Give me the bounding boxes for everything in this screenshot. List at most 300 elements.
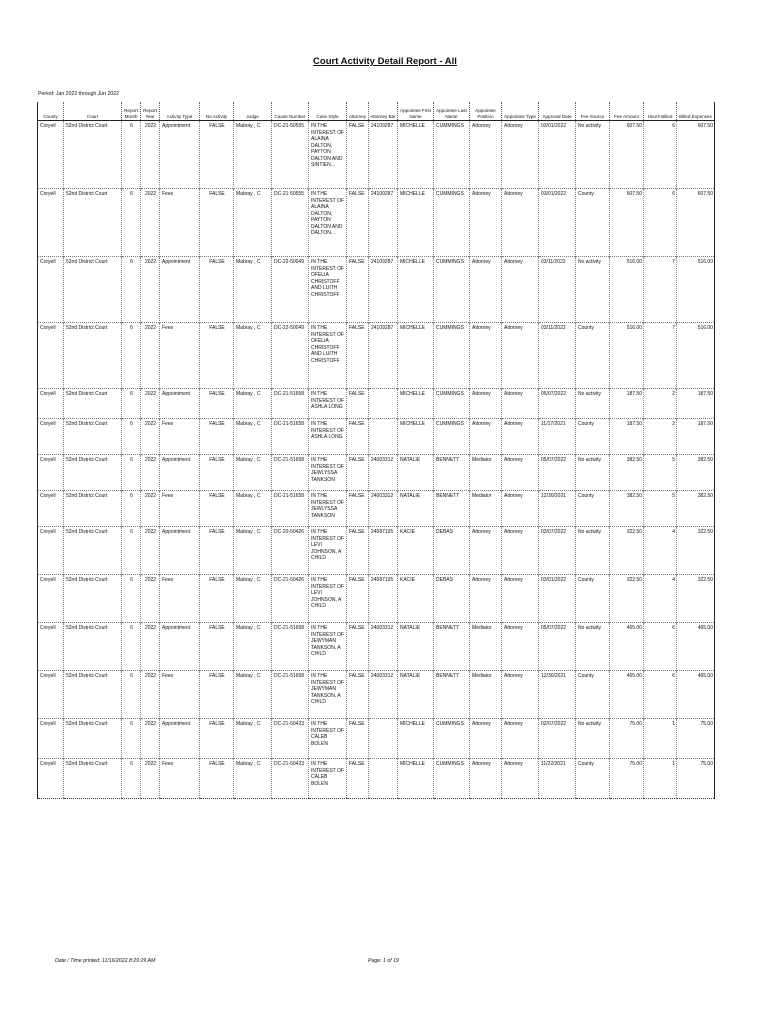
cell-appointee-last-name: BENNETT xyxy=(434,623,470,671)
cell-hours-billed: 2 xyxy=(644,419,677,455)
cell-fee-amount: 75.00 xyxy=(610,759,644,799)
cell-hours-billed: 6 xyxy=(644,671,677,719)
cell-attorney-bar: 24109287 xyxy=(369,323,398,389)
cell-case-style: IN THE INTEREST OF OFELIA CHRISTOFF AND LUITH CHRISTOFF xyxy=(309,257,347,323)
cell-attorney-bar: 24087195 xyxy=(369,527,398,575)
cell-report-year: 2022 xyxy=(141,759,160,799)
cell-billed-expenses: 516.00 xyxy=(677,257,715,323)
cell-appointee-last-name: CUMMINGS xyxy=(434,389,470,419)
cell-billed-expenses: 516.00 xyxy=(677,323,715,389)
cell-approval-date: 03/11/2022 xyxy=(539,257,576,323)
report-period: Period: Jan 2022 through Jun 2022 xyxy=(38,91,120,97)
cell-appointee-last-name: CUMMINGS xyxy=(434,419,470,455)
cell-no-activity: FALSE xyxy=(200,575,234,623)
cell-attorney-bar: 24087195 xyxy=(369,575,398,623)
table-row xyxy=(38,759,715,799)
cell-court: 52nd District Court xyxy=(64,323,122,389)
cell-fee-source: County xyxy=(576,491,610,527)
cell-attorney: FALSE xyxy=(347,671,369,719)
table-row xyxy=(38,719,715,759)
cell-no-activity: FALSE xyxy=(200,189,234,257)
cell-report-year: 2022 xyxy=(141,389,160,419)
cell-report-month: 6 xyxy=(122,189,141,257)
cell-appointee-type: Attorney xyxy=(502,455,539,491)
cell-appointee-position: Attorney xyxy=(470,389,502,419)
cell-case-style: IN THE INTEREST OF JEWYMAN TANKSON, A CHILD xyxy=(309,671,347,719)
cell-activity-type: Appointment xyxy=(160,389,200,419)
col-header-activity-type: Activity Type xyxy=(160,102,200,121)
cell-report-month: 6 xyxy=(122,121,141,189)
col-header-appointee-type: Appointee Type xyxy=(502,102,539,121)
cell-county: Coryell xyxy=(38,257,64,323)
cell-attorney-bar: 24003312 xyxy=(369,455,398,491)
cell-judge: Mabray , C xyxy=(234,121,272,189)
cell-appointee-first-name: NATALIE xyxy=(398,455,434,491)
cell-report-month: 6 xyxy=(122,455,141,491)
cell-judge: Mabray , C xyxy=(234,257,272,323)
cell-judge: Mabray , C xyxy=(234,719,272,759)
cell-county: Coryell xyxy=(38,575,64,623)
col-header-hours-billed: Hours Billed xyxy=(644,102,677,121)
cell-appointee-first-name: MICHELLE xyxy=(398,389,434,419)
cell-appointee-position: Attorney xyxy=(470,527,502,575)
cell-case-style: IN THE INTEREST OF JEWYMAN TANKSON, A CHILD xyxy=(309,623,347,671)
cell-attorney-bar: 24109287 xyxy=(369,257,398,323)
cell-county: Coryell xyxy=(38,759,64,799)
cell-report-month: 6 xyxy=(122,389,141,419)
cell-fee-amount: 516.00 xyxy=(610,257,644,323)
cell-report-month: 6 xyxy=(122,575,141,623)
cell-attorney-bar: 24003312 xyxy=(369,671,398,719)
cell-fee-source: No activity xyxy=(576,623,610,671)
cell-appointee-position: Attorney xyxy=(470,759,502,799)
cell-report-month: 6 xyxy=(122,419,141,455)
cell-judge: Mabray , C xyxy=(234,189,272,257)
cell-billed-expenses: 382.50 xyxy=(677,455,715,491)
cell-fee-source: County xyxy=(576,419,610,455)
cell-activity-type: Appointment xyxy=(160,623,200,671)
cell-appointee-first-name: NATALIE xyxy=(398,623,434,671)
table-row xyxy=(38,623,715,671)
cell-attorney: FALSE xyxy=(347,527,369,575)
cell-appointee-first-name: NATALIE xyxy=(398,491,434,527)
cell-appointee-type: Attorney xyxy=(502,575,539,623)
cell-fee-amount: 382.50 xyxy=(610,455,644,491)
cell-report-year: 2022 xyxy=(141,719,160,759)
cell-cause-number: DC-21-51658 xyxy=(272,623,309,671)
cell-approval-date: 12/30/2021 xyxy=(539,491,576,527)
cell-attorney: FALSE xyxy=(347,121,369,189)
cell-cause-number: DC-21-51658 xyxy=(272,455,309,491)
cell-fee-amount: 465.00 xyxy=(610,623,644,671)
col-header-appointee-last-name: Appointee Last Name xyxy=(434,102,470,121)
cell-court: 52nd District Court xyxy=(64,527,122,575)
cell-court: 52nd District Court xyxy=(64,575,122,623)
col-header-attorney: Attorney xyxy=(347,102,369,121)
cell-judge: Mabray , C xyxy=(234,323,272,389)
cell-approval-date: 05/07/2022 xyxy=(539,455,576,491)
cell-hours-billed: 5 xyxy=(644,455,677,491)
col-header-cause-number: Cause Number xyxy=(272,102,309,121)
col-header-appointee-position: Appointee Position xyxy=(470,102,502,121)
col-header-judge: Judge xyxy=(234,102,272,121)
cell-fee-source: No activity xyxy=(576,257,610,323)
cell-attorney-bar xyxy=(369,759,398,799)
cell-appointee-last-name: BENNETT xyxy=(434,491,470,527)
cell-case-style: IN THE INTEREST OF ASHLA LONG xyxy=(309,389,347,419)
cell-no-activity: FALSE xyxy=(200,257,234,323)
cell-appointee-type: Attorney xyxy=(502,671,539,719)
cell-court: 52nd District Court xyxy=(64,257,122,323)
cell-appointee-position: Attorney xyxy=(470,189,502,257)
cell-report-year: 2022 xyxy=(141,455,160,491)
cell-report-month: 6 xyxy=(122,257,141,323)
cell-billed-expenses: 75.00 xyxy=(677,719,715,759)
cell-court: 52nd District Court xyxy=(64,671,122,719)
cell-judge: Mabray , C xyxy=(234,419,272,455)
cell-appointee-position: Mediator xyxy=(470,491,502,527)
cell-appointee-position: Mediator xyxy=(470,671,502,719)
cell-appointee-position: Attorney xyxy=(470,323,502,389)
cell-appointee-last-name: DEBAS xyxy=(434,575,470,623)
cell-fee-amount: 187.50 xyxy=(610,389,644,419)
cell-court: 52nd District Court xyxy=(64,455,122,491)
cell-report-month: 6 xyxy=(122,491,141,527)
cell-no-activity: FALSE xyxy=(200,455,234,491)
cell-fee-source: No activity xyxy=(576,719,610,759)
cell-county: Coryell xyxy=(38,419,64,455)
table-row xyxy=(38,323,715,389)
cell-appointee-first-name: KACIE xyxy=(398,575,434,623)
cell-no-activity: FALSE xyxy=(200,623,234,671)
cell-activity-type: Appointment xyxy=(160,257,200,323)
cell-billed-expenses: 465.00 xyxy=(677,623,715,671)
cell-report-year: 2022 xyxy=(141,189,160,257)
cell-case-style: IN THE INTEREST OF CALEB BOLEN xyxy=(309,719,347,759)
cell-county: Coryell xyxy=(38,527,64,575)
cell-activity-type: Appointment xyxy=(160,527,200,575)
cell-hours-billed: 6 xyxy=(644,623,677,671)
cell-court: 52nd District Court xyxy=(64,759,122,799)
cell-activity-type: Appointment xyxy=(160,455,200,491)
cell-case-style: IN THE INTEREST OF ALAINA DALTON, PAYTON DALTON AND SINTIEN... xyxy=(309,121,347,189)
cell-report-year: 2022 xyxy=(141,575,160,623)
cell-court: 52nd District Court xyxy=(64,389,122,419)
cell-approval-date: 11/22/2021 xyxy=(539,759,576,799)
cell-court: 52nd District Court xyxy=(64,189,122,257)
cell-activity-type: Fees xyxy=(160,671,200,719)
cell-approval-date: 03/07/2022 xyxy=(539,527,576,575)
cell-attorney-bar xyxy=(369,389,398,419)
cell-report-year: 2022 xyxy=(141,419,160,455)
cell-case-style: IN THE INTEREST OF CALEB BOLEN xyxy=(309,759,347,799)
cell-judge: Mabray , C xyxy=(234,575,272,623)
cell-hours-billed: 4 xyxy=(644,575,677,623)
cell-activity-type: Fees xyxy=(160,189,200,257)
cell-fee-amount: 607.50 xyxy=(610,121,644,189)
cell-activity-type: Appointment xyxy=(160,121,200,189)
col-header-approval-date: Approval Date xyxy=(539,102,576,121)
cell-fee-source: County xyxy=(576,575,610,623)
col-header-fee-amount: Fee Amount xyxy=(610,102,644,121)
cell-appointee-last-name: CUMMINGS xyxy=(434,189,470,257)
cell-appointee-last-name: CUMMINGS xyxy=(434,323,470,389)
table-row xyxy=(38,671,715,719)
cell-case-style: IN THE INTEREST OF JEWLYSSA TANKSON xyxy=(309,491,347,527)
cell-judge: Mabray , C xyxy=(234,491,272,527)
cell-activity-type: Fees xyxy=(160,323,200,389)
cell-judge: Mabray , C xyxy=(234,671,272,719)
cell-report-year: 2022 xyxy=(141,527,160,575)
cell-fee-amount: 516.00 xyxy=(610,323,644,389)
cell-judge: Mabray , C xyxy=(234,527,272,575)
cell-court: 52nd District Court xyxy=(64,419,122,455)
cell-report-month: 6 xyxy=(122,323,141,389)
cell-county: Coryell xyxy=(38,623,64,671)
cell-judge: Mabray , C xyxy=(234,389,272,419)
cell-fee-amount: 382.50 xyxy=(610,491,644,527)
cell-appointee-type: Attorney xyxy=(502,189,539,257)
cell-billed-expenses: 75.00 xyxy=(677,759,715,799)
col-header-report-month: Report Month xyxy=(122,102,141,121)
cell-county: Coryell xyxy=(38,121,64,189)
cell-approval-date: 03/01/2022 xyxy=(539,121,576,189)
cell-no-activity: FALSE xyxy=(200,527,234,575)
cell-hours-billed: 7 xyxy=(644,323,677,389)
col-header-billed-expenses: Billed Expenses xyxy=(677,102,715,121)
cell-approval-date: 11/17/2021 xyxy=(539,419,576,455)
cell-appointee-first-name: MICHELLE xyxy=(398,189,434,257)
cell-approval-date: 05/07/2022 xyxy=(539,389,576,419)
table-body xyxy=(38,121,715,799)
cell-appointee-type: Attorney xyxy=(502,623,539,671)
table-row xyxy=(38,527,715,575)
cell-cause-number: DC-22-50049 xyxy=(272,323,309,389)
cell-case-style: IN THE INTEREST OF ASHLA LONG xyxy=(309,419,347,455)
cell-report-year: 2022 xyxy=(141,623,160,671)
cell-activity-type: Fees xyxy=(160,575,200,623)
cell-appointee-type: Attorney xyxy=(502,419,539,455)
cell-appointee-position: Attorney xyxy=(470,257,502,323)
cell-activity-type: Fees xyxy=(160,419,200,455)
cell-billed-expenses: 187.50 xyxy=(677,389,715,419)
cell-attorney-bar: 24109287 xyxy=(369,121,398,189)
cell-appointee-first-name: MICHELLE xyxy=(398,121,434,189)
cell-attorney-bar: 24003312 xyxy=(369,623,398,671)
cell-attorney-bar: 24109287 xyxy=(369,189,398,257)
cell-county: Coryell xyxy=(38,323,64,389)
cell-appointee-first-name: MICHELLE xyxy=(398,257,434,323)
cell-attorney: FALSE xyxy=(347,719,369,759)
cell-billed-expenses: 607.50 xyxy=(677,189,715,257)
cell-appointee-type: Attorney xyxy=(502,389,539,419)
cell-fee-source: No activity xyxy=(576,121,610,189)
cell-hours-billed: 5 xyxy=(644,491,677,527)
cell-billed-expenses: 607.50 xyxy=(677,121,715,189)
cell-cause-number: DC-20-50426 xyxy=(272,527,309,575)
col-header-attorney-bar: Attorney Bar xyxy=(369,102,398,121)
cell-fee-source: No activity xyxy=(576,389,610,419)
cell-cause-number: DC-21-50423 xyxy=(272,719,309,759)
cell-attorney: FALSE xyxy=(347,491,369,527)
cell-report-year: 2022 xyxy=(141,121,160,189)
col-header-report-year: Report Year xyxy=(141,102,160,121)
cell-report-month: 6 xyxy=(122,527,141,575)
cell-approval-date: 03/11/2022 xyxy=(539,323,576,389)
cell-approval-date: 05/07/2022 xyxy=(539,623,576,671)
cell-cause-number: DC-22-50049 xyxy=(272,257,309,323)
cell-no-activity: FALSE xyxy=(200,389,234,419)
cell-fee-source: No activity xyxy=(576,455,610,491)
cell-attorney: FALSE xyxy=(347,189,369,257)
cell-hours-billed: 2 xyxy=(644,389,677,419)
cell-hours-billed: 1 xyxy=(644,759,677,799)
cell-no-activity: FALSE xyxy=(200,671,234,719)
cell-no-activity: FALSE xyxy=(200,323,234,389)
table-row xyxy=(38,455,715,491)
cell-county: Coryell xyxy=(38,189,64,257)
cell-report-month: 6 xyxy=(122,671,141,719)
cell-appointee-first-name: MICHELLE xyxy=(398,719,434,759)
cell-appointee-first-name: KACIE xyxy=(398,527,434,575)
cell-fee-amount: 322.50 xyxy=(610,575,644,623)
col-header-county: County xyxy=(38,102,64,121)
cell-appointee-type: Attorney xyxy=(502,257,539,323)
cell-report-year: 2022 xyxy=(141,671,160,719)
cell-appointee-type: Attorney xyxy=(502,121,539,189)
cell-county: Coryell xyxy=(38,671,64,719)
cell-appointee-type: Attorney xyxy=(502,323,539,389)
col-header-fee-source: Fee Source xyxy=(576,102,610,121)
cell-attorney: FALSE xyxy=(347,759,369,799)
cell-court: 52nd District Court xyxy=(64,121,122,189)
cell-appointee-last-name: DEBAS xyxy=(434,527,470,575)
cell-approval-date: 03/01/2022 xyxy=(539,575,576,623)
cell-case-style: IN THE INTEREST OF LEVI JOHNSON, A CHILD xyxy=(309,527,347,575)
cell-hours-billed: 4 xyxy=(644,527,677,575)
cell-approval-date: 03/01/2022 xyxy=(539,189,576,257)
cell-appointee-first-name: MICHELLE xyxy=(398,323,434,389)
cell-appointee-last-name: BENNETT xyxy=(434,671,470,719)
cell-attorney: FALSE xyxy=(347,575,369,623)
cell-judge: Mabray , C xyxy=(234,623,272,671)
cell-approval-date: 12/30/2021 xyxy=(539,671,576,719)
cell-appointee-first-name: NATALIE xyxy=(398,671,434,719)
cell-no-activity: FALSE xyxy=(200,121,234,189)
cell-cause-number: DC-21-51658 xyxy=(272,491,309,527)
cell-fee-amount: 607.50 xyxy=(610,189,644,257)
col-header-appointee-first-name: Appointee First Name xyxy=(398,102,434,121)
cell-no-activity: FALSE xyxy=(200,491,234,527)
cell-fee-source: County xyxy=(576,671,610,719)
table-row xyxy=(38,389,715,419)
cell-fee-source: County xyxy=(576,759,610,799)
cell-attorney: FALSE xyxy=(347,455,369,491)
cell-appointee-type: Attorney xyxy=(502,527,539,575)
cell-attorney: FALSE xyxy=(347,323,369,389)
cell-cause-number: DC-21-51658 xyxy=(272,671,309,719)
cell-fee-source: County xyxy=(576,323,610,389)
cell-billed-expenses: 322.50 xyxy=(677,575,715,623)
cell-attorney: FALSE xyxy=(347,623,369,671)
cell-appointee-position: Attorney xyxy=(470,121,502,189)
table-row xyxy=(38,419,715,455)
cell-billed-expenses: 322.50 xyxy=(677,527,715,575)
cell-billed-expenses: 382.50 xyxy=(677,491,715,527)
report-title: Court Activity Detail Report - All xyxy=(313,56,457,67)
cell-cause-number: DC-21-51658 xyxy=(272,389,309,419)
cell-hours-billed: 1 xyxy=(644,719,677,759)
cell-report-month: 6 xyxy=(122,719,141,759)
cell-county: Coryell xyxy=(38,491,64,527)
cell-appointee-last-name: CUMMINGS xyxy=(434,121,470,189)
cell-judge: Mabray , C xyxy=(234,759,272,799)
cell-fee-amount: 187.50 xyxy=(610,419,644,455)
col-header-court: Court xyxy=(64,102,122,121)
cell-cause-number: DC-21-50423 xyxy=(272,759,309,799)
cell-case-style: IN THE INTEREST OF JEWLYSSA TANKSON xyxy=(309,455,347,491)
cell-county: Coryell xyxy=(38,455,64,491)
cell-appointee-type: Attorney xyxy=(502,491,539,527)
cell-attorney: FALSE xyxy=(347,389,369,419)
col-header-case-style: Case Style xyxy=(309,102,347,121)
cell-court: 52nd District Court xyxy=(64,623,122,671)
cell-report-month: 6 xyxy=(122,623,141,671)
cell-hours-billed: 7 xyxy=(644,257,677,323)
table-row xyxy=(38,257,715,323)
cell-appointee-position: Attorney xyxy=(470,719,502,759)
cell-appointee-last-name: CUMMINGS xyxy=(434,719,470,759)
footer-page-number: Page: 1 of 19 xyxy=(368,958,399,964)
cell-no-activity: FALSE xyxy=(200,759,234,799)
cell-case-style: IN THE INTEREST OF LEVI JOHNSON, A CHILD xyxy=(309,575,347,623)
cell-appointee-last-name: CUMMINGS xyxy=(434,759,470,799)
cell-appointee-last-name: BENNETT xyxy=(434,455,470,491)
cell-appointee-type: Attorney xyxy=(502,759,539,799)
cell-cause-number: DC-21-50426 xyxy=(272,575,309,623)
table-header-row xyxy=(38,102,715,121)
cell-billed-expenses: 465.00 xyxy=(677,671,715,719)
cell-appointee-position: Attorney xyxy=(470,575,502,623)
footer-printed-date: Date / Time printed: 11/16/2022 8:29:29 AM xyxy=(55,958,156,964)
cell-judge: Mabray , C xyxy=(234,455,272,491)
cell-case-style: IN THE INTEREST OF ALAINA DALTON, PAYTON DALTON AND DALTON... xyxy=(309,189,347,257)
cell-appointee-type: Attorney xyxy=(502,719,539,759)
cell-activity-type: Fees xyxy=(160,491,200,527)
cell-attorney-bar xyxy=(369,719,398,759)
table-row xyxy=(38,189,715,257)
cell-hours-billed: 6 xyxy=(644,121,677,189)
table-row xyxy=(38,491,715,527)
cell-no-activity: FALSE xyxy=(200,419,234,455)
cell-report-year: 2022 xyxy=(141,323,160,389)
cell-fee-amount: 322.50 xyxy=(610,527,644,575)
cell-attorney-bar xyxy=(369,419,398,455)
cell-report-month: 6 xyxy=(122,759,141,799)
cell-court: 52nd District Court xyxy=(64,719,122,759)
cell-cause-number: DC-21-50555 xyxy=(272,189,309,257)
cell-county: Coryell xyxy=(38,389,64,419)
cell-fee-amount: 465.00 xyxy=(610,671,644,719)
cell-activity-type: Fees xyxy=(160,759,200,799)
court-activity-table xyxy=(37,102,715,799)
cell-hours-billed: 6 xyxy=(644,189,677,257)
cell-county: Coryell xyxy=(38,719,64,759)
cell-fee-source: County xyxy=(576,189,610,257)
cell-attorney: FALSE xyxy=(347,419,369,455)
cell-appointee-first-name: MICHELLE xyxy=(398,759,434,799)
cell-appointee-last-name: CUMMINGS xyxy=(434,257,470,323)
